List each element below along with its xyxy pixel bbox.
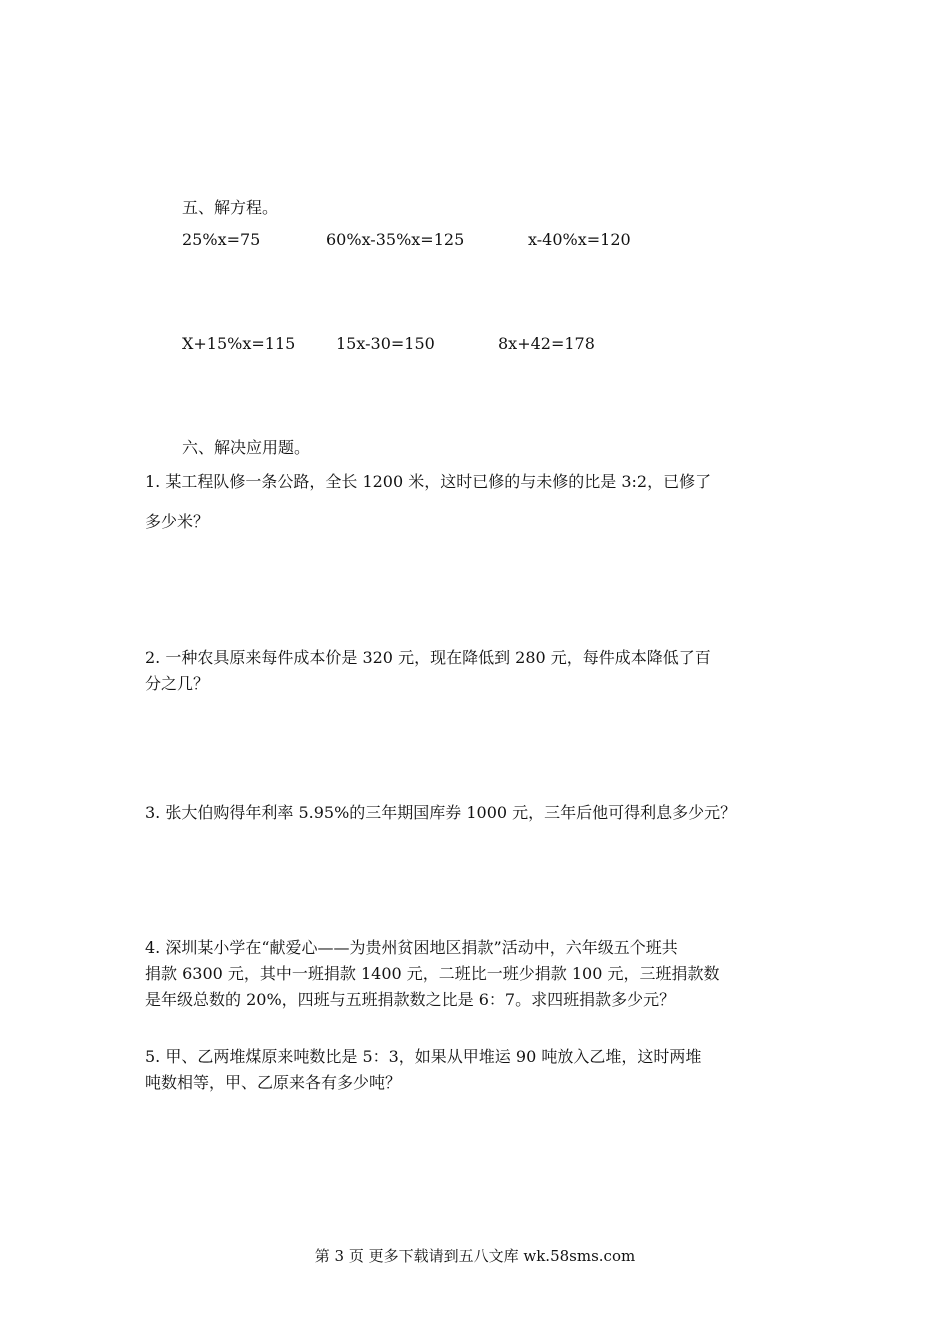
problem-5-line-1: 5. 甲、乙两堆煤原来吨数比是 5：3，如果从甲堆运 90 吨放入乙堆，这时两堆 xyxy=(145,1047,702,1066)
equation-5: 15x-30=150 xyxy=(336,334,435,353)
problem-5-line-2: 吨数相等，甲、乙原来各有多少吨？ xyxy=(145,1073,402,1092)
equation-3: x-40%x=120 xyxy=(528,230,631,249)
problem-3-line-1: 3. 张大伯购得年利率 5.95%的三年期国库券 1000 元，三年后他可得利息多少元？ xyxy=(145,803,737,822)
equation-2: 60%x-35%x=125 xyxy=(326,230,465,249)
section6-title: 六、解决应用题。 xyxy=(182,438,311,457)
problem-4-line-3: 是年级总数的 20%，四班与五班捐款数之比是 6：7。求四班捐款多少元？ xyxy=(145,990,676,1009)
problem-2-line-2: 分之几？ xyxy=(145,674,210,693)
problem-4-line-2: 捐款 6300 元，其中一班捐款 1400 元，二班比一班少捐款 100 元，三班捐款数 xyxy=(145,964,720,983)
equation-6: 8x+42=178 xyxy=(498,334,595,353)
problem-1-line-1: 1. 某工程队修一条公路，全长 1200 米，这时已修的与未修的比是 3:2，已修了 xyxy=(145,472,712,491)
problem-4-line-1: 4. 深圳某小学在“献爱心——为贵州贫困地区捐款”活动中，六年级五个班共 xyxy=(145,938,678,957)
equation-1: 25%x=75 xyxy=(182,230,261,249)
problem-1-line-2: 多少米？ xyxy=(145,512,210,531)
problem-2-line-1: 2. 一种农具原来每件成本价是 320 元，现在降低到 280 元，每件成本降低了百 xyxy=(145,648,711,667)
equation-4: X+15%x=115 xyxy=(182,334,296,353)
page-footer: 第 3 页 更多下载请到五八文库 wk.58sms.com xyxy=(314,1247,636,1265)
section5-title: 五、解方程。 xyxy=(182,198,279,217)
